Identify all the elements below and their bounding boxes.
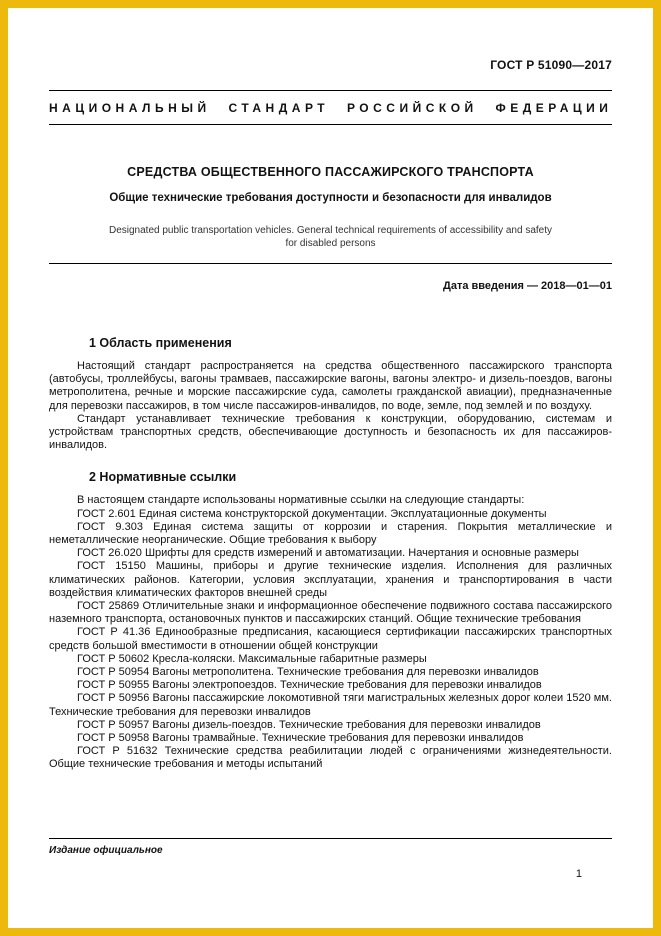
section-scope: [49, 336, 612, 452]
document-title-english: Designated public transportation vehicles. General technical requirements of accessibility and safety for disabled persons: [108, 225, 552, 249]
doc-code: ГОСТ Р 51090—2017: [490, 58, 612, 72]
paragraph: ГОСТ Р 50956 Вагоны пассажирские локомотивной тяги магистральных железных дорог колеи 1520 мм. Технические требования для перевозки инвалидов: [49, 692, 612, 718]
paragraph: ГОСТ Р 50957 Вагоны дизель-поездов. Технические требования для перевозки инвалидов: [77, 718, 541, 731]
document-title: СРЕДСТВА ОБЩЕСТВЕННОГО ПАССАЖИРСКОГО ТРАНСПОРТА: [127, 165, 534, 179]
paragraph: ГОСТ Р 50954 Вагоны метрополитена. Технические требования для перевозки инвалидов: [77, 666, 539, 679]
paragraph: ГОСТ Р 51632 Технические средства реабилитации людей с ограничениями жизнедеятельности. Общие технические требования и методы испытаний: [49, 745, 612, 771]
effective-date: Дата введения — 2018—01—01: [443, 280, 612, 292]
paragraph: В настоящем стандарте использованы нормативные ссылки на следующие стандарты:: [77, 494, 525, 507]
edition-note: Издание официальное: [49, 845, 163, 856]
paragraph: ГОСТ 2.601 Единая система конструкторской документации. Эксплуатационные документы: [77, 507, 547, 520]
horizontal-divider: [49, 263, 612, 264]
paragraph: ГОСТ 15150 Машины, приборы и другие технические изделия. Исполнения для различных климатических районов. Категории, условия эксплуатации, хранения и транспортирования в части воздействия климатических факторов внешней среды: [49, 560, 612, 599]
paragraph: ГОСТ Р 50955 Вагоны электропоездов. Технические требования для перевозки инвалидов: [77, 679, 542, 692]
paragraph: ГОСТ 26.020 Шрифты для средств измерений и автоматизации. Начертания и основные размеры: [77, 547, 579, 560]
paragraph: ГОСТ Р 41.36 Единообразные предписания, касающиеся сертификации пассажирских транспортных средств большой вместимости в отношении общей конструкции: [49, 626, 612, 652]
paragraph: ГОСТ 25869 Отличительные знаки и информационное обеспечение подвижного состава пассажирского наземного транспорта, остановочных пунктов и пассажирских станций. Общие технические требования: [49, 600, 612, 626]
national-standard-banner: НАЦИОНАЛЬНЫЙ СТАНДАРТ РОССИЙСКОЙ ФЕДЕРАЦИИ: [49, 90, 612, 125]
document-subtitle: Общие технические требования доступности и безопасности для инвалидов: [109, 192, 552, 204]
page-footer: [49, 838, 612, 880]
section-references-heading: 2 Нормативные ссылки: [89, 470, 237, 485]
paragraph: Стандарт устанавливает технические требования к конструкции, оборудованию, системам и устройствам транспортных средств, обеспечивающие доступность и безопасность их для пассажиров-инвалидов.: [49, 412, 612, 452]
section-normative-references: [49, 470, 612, 771]
section-references-body: [49, 494, 612, 771]
section-scope-body: [49, 360, 612, 452]
paragraph: Настоящий стандарт распространяется на средства общественного пассажирского транспорта (автобусы, троллейбусы, вагоны трамваев, пассажирские вагоны, вагоны электро- и дизель-поездов, вагоны метрополитена, речные и морские пассажирские суда, самолеты гражданской авиации), предназначенные для перевозки пассажиров, в том числе пассажиров-инвалидов, по воде, земле, под землей и по воздуху.: [49, 360, 612, 412]
paragraph: ГОСТ Р 50958 Вагоны трамвайные. Технические требования для перевозки инвалидов: [77, 732, 524, 745]
section-scope-heading: 1 Область применения: [89, 336, 232, 350]
page-number: 1: [575, 868, 582, 880]
paragraph: ГОСТ 9.303 Единая система защиты от коррозии и старения. Покрытия металлические и неметаллические неорганические. Общие требования к выбору: [49, 520, 612, 547]
paragraph: ГОСТ Р 50602 Кресла-коляски. Максимальные габаритные размеры: [77, 652, 427, 665]
